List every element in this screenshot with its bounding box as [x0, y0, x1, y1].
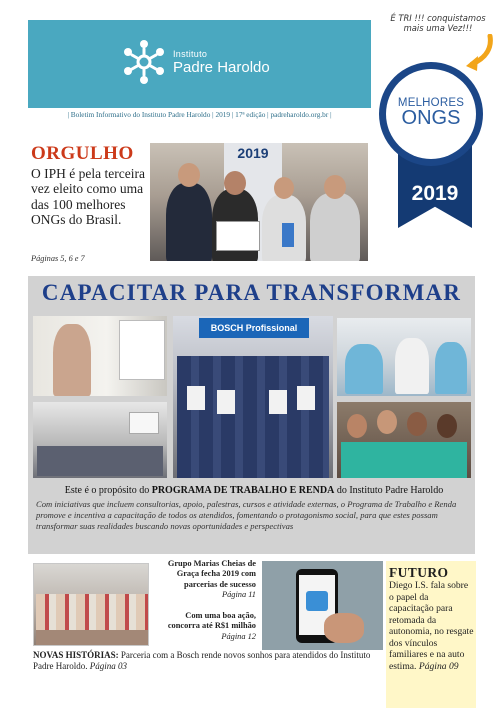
novas-historias: [33, 650, 385, 672]
certificate: [187, 386, 205, 410]
trainee-figure: [345, 344, 383, 394]
melhores-ongs-badge: [379, 62, 483, 166]
person-head: [178, 163, 200, 187]
person-figure: [166, 183, 212, 261]
noticias-text: Parceria com a Bosch rende novos sonhos para atendidos do Instituto Padre Haroldo.: [33, 650, 371, 671]
lead-program-name: PROGRAMA DE TRABALHO E RENDA: [151, 485, 335, 496]
phone-photo: [262, 561, 383, 650]
badge-seal: [386, 69, 476, 159]
badge-line2: ONGS: [401, 107, 461, 129]
badge-line1: MELHORES: [397, 97, 465, 109]
projection-screen: [119, 320, 165, 380]
marias-group-photo: [33, 563, 149, 646]
classroom-photo: [33, 402, 167, 478]
noticias-page: Página 03: [89, 660, 127, 671]
noticias-label: NOVAS HISTÓRIAS:: [33, 650, 119, 660]
presenter-figure: [53, 324, 91, 396]
capacitar-lead: [36, 485, 472, 496]
concorra-headline: Com uma boa ação, concorra até R$1 milhão: [167, 611, 256, 631]
hand: [324, 613, 364, 643]
lead-suffix: do Instituto Padre Haroldo: [334, 485, 444, 496]
person-head: [274, 177, 294, 199]
logo-line2: Padre Haroldo: [173, 59, 270, 76]
handwritten-note: É TRI !!! conquistamos mais uma Vez!!!: [390, 13, 486, 33]
person-head: [324, 175, 346, 199]
orgulho-text: O IPH é pela terceira vez eleito como uma das 100 melhores ONGs do Brasil.: [31, 166, 145, 228]
badge-year: 2019: [411, 182, 459, 205]
person-head: [407, 412, 427, 436]
person-head: [347, 414, 367, 438]
certificate: [269, 390, 287, 414]
orgulho-heading: ORGULHO: [31, 143, 134, 164]
certificate: [217, 390, 235, 414]
whiteboard: [129, 412, 159, 434]
futuro-body: Diego I.S. fala sobre o papel da capacitação para retomada da autonomia, no resgate dos vínculos familiares e na auto estima.: [389, 580, 474, 672]
award-banner-year: 2019: [237, 145, 269, 161]
person-figure: [310, 193, 360, 261]
curved-arrow-icon: [462, 34, 496, 74]
orgulho-pages: Páginas 5, 6 e 7: [31, 254, 85, 263]
logo-line1: Instituto: [173, 49, 208, 59]
concorra-page: Página 12: [221, 631, 256, 641]
capacitar-body: Com iniciativas que incluem consultorias, apoio, palestras, cursos e atividade externas, o Programa de Trabalho e Renda promove e incentiva a capacitação de todos os atendidos, fomentando o protagonismo social, para que estes possam transformar suas realidades buscando novas oportunidades e perspectivas: [36, 499, 457, 531]
futuro-heading: FUTURO: [389, 565, 449, 580]
bosch-group-photo: [173, 316, 333, 478]
trophy: [282, 223, 294, 247]
audience: [37, 446, 163, 476]
lead-prefix: Este é o propósito do: [64, 485, 152, 496]
trainee-figure: [395, 338, 429, 394]
header-banner: [28, 20, 371, 108]
participants-photo: [337, 402, 471, 478]
lecture-photo: [33, 316, 167, 396]
trainee-figure: [435, 342, 467, 394]
futuro-page: Página 09: [418, 660, 459, 672]
grupo-headline: Grupo Marias Cheias de Graça fecha 2019 com parcerias de sucesso: [167, 559, 256, 589]
certificate: [216, 221, 260, 251]
futuro-text: [389, 580, 475, 672]
institute-logo-icon: [120, 38, 168, 86]
award-ceremony-photo: [150, 143, 368, 261]
kitchen-training-photo: [337, 318, 471, 396]
logo-wordmark: [173, 50, 270, 75]
grupo-marias-teaser: [152, 559, 256, 600]
grupo-page: Página 11: [221, 589, 256, 599]
bosch-sign: BOSCH Profissional: [199, 318, 309, 338]
concorra-teaser: [152, 611, 256, 642]
floor: [36, 630, 148, 646]
workers-group: [177, 356, 329, 478]
app-icon: [306, 591, 328, 611]
group-people: [36, 594, 148, 630]
newsletter-subtitle: | Boletim Informativo do Instituto Padre Haroldo | 2019 | 17ª edição | padreharoldo.org.br |: [67, 110, 332, 119]
certificate: [297, 386, 315, 410]
participants-shirts: [341, 442, 467, 478]
capacitar-heading: CAPACITAR PARA TRANSFORMAR: [41, 280, 462, 305]
person-head: [437, 414, 457, 438]
person-head: [377, 410, 397, 434]
person-head: [224, 171, 246, 195]
